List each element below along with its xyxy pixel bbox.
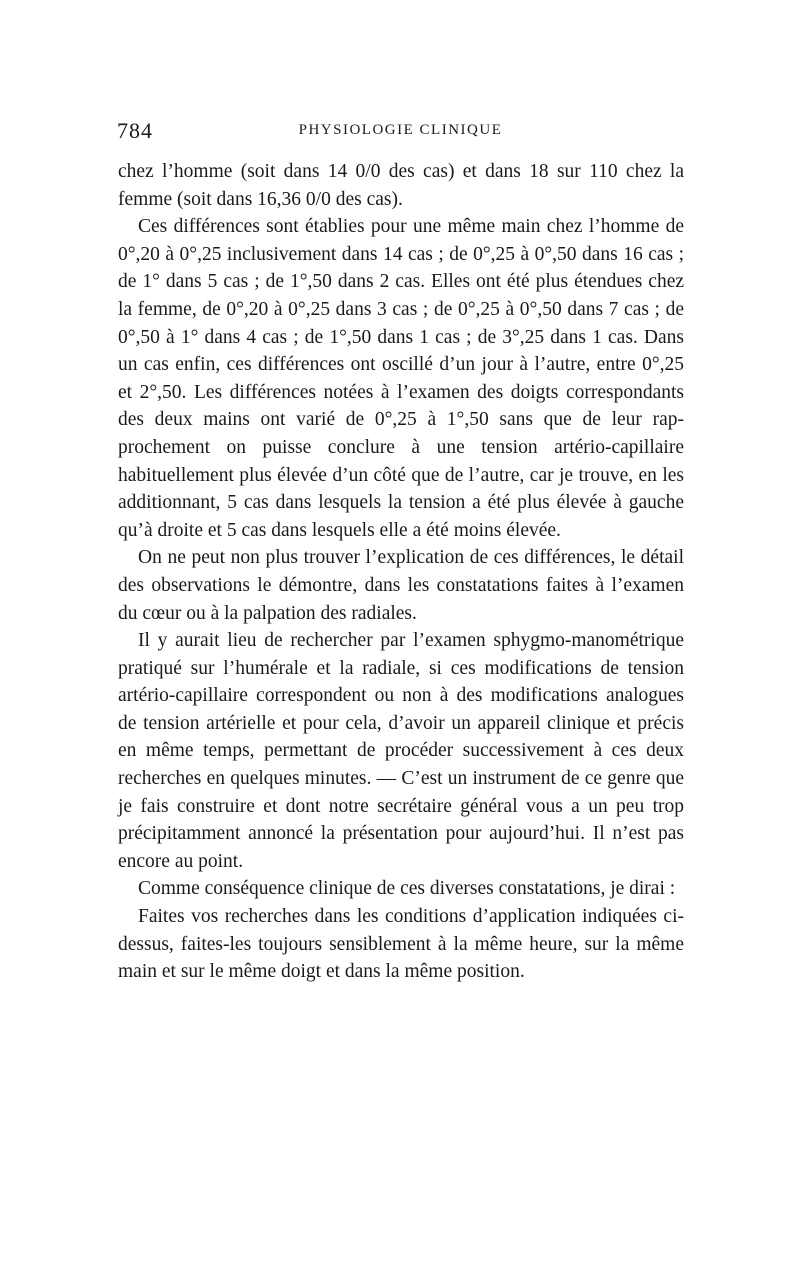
page-number: 784 bbox=[117, 118, 153, 143]
paragraph-consequence: Comme conséquence clinique de ces diverses constatations, je dirai : bbox=[138, 878, 676, 900]
paragraph-advice: Faites vos recherches dans les conditions d’application indiquées ci-dessus, faites-les toujours sensiblement à la même heure, sur la même main et sur le même doigt et dans la même position. bbox=[118, 906, 684, 983]
body-text bbox=[118, 158, 684, 986]
paragraph-differences: Ces différences sont établies pour une même main chez l’homme de 0°,20 à 0°,25 inclusivement dans 14 cas ; de 0°,25 à 0°,50 dans 16 cas ; de 1° dans 5 cas ; de 1°,50 dans 2 cas. Elles ont été plus étendues chez la femme, de 0°,20 à 0°,25 dans 3 cas ; de 0°,25 à 0°,50 dans 7 cas ; de 0°,50 à 1° dans 4 cas ; de 1°,50 dans 1 cas ; de 3°,25 dans 1 cas. Dans un cas enfin, ces différences ont oscillé d’un jour à l’autre, entre 0°,25 et 2°,50. Les différences notées à l’examen des doigts correspondants des deux mains ont varié de 0°,25 à 1°,50 sans que de leur rapprochement on puisse conclure à une tension artério-capillaire habituellement plus élevée d’un côté que de l’autre, car je trouve, en les additionnant, 5 cas dans lesquels la tension a été plus élevée à gauche qu’à droite et 5 cas dans lesquels elle a été moins élevée. bbox=[118, 216, 684, 541]
paragraph-sphygmomanometer: Il y aurait lieu de rechercher par l’examen sphygmo-manométrique pratiqué sur l’humérale et la radiale, si ces modifications de tension artério-capillaire correspondent ou non à des modifications analogues de tension artérielle et pour cela, d’avoir un appareil clinique et précis en même temps, permettant de procéder successivement à ces deux recherches en quelques minutes. — C’est un instrument de ce genre que je fais construire et dont notre secrétaire général vous a un peu trop précipitamment annoncé la présentation pour aujourd’hui. Il n’est pas encore au point. bbox=[118, 630, 684, 872]
running-title: PHYSIOLOGIE CLINIQUE bbox=[298, 122, 503, 138]
paragraph-explanation: On ne peut non plus trouver l’explication de ces différences, le détail des observations le démontre, dans les constatations faites à l’examen du cœur ou à la palpation des radiales. bbox=[118, 547, 684, 624]
paragraph-continued: chez l’homme (soit dans 14 0/0 des cas) et dans 18 sur 110 chez la femme (soit dans 16,36 0/0 des cas). bbox=[118, 161, 684, 210]
page-header bbox=[117, 118, 684, 146]
